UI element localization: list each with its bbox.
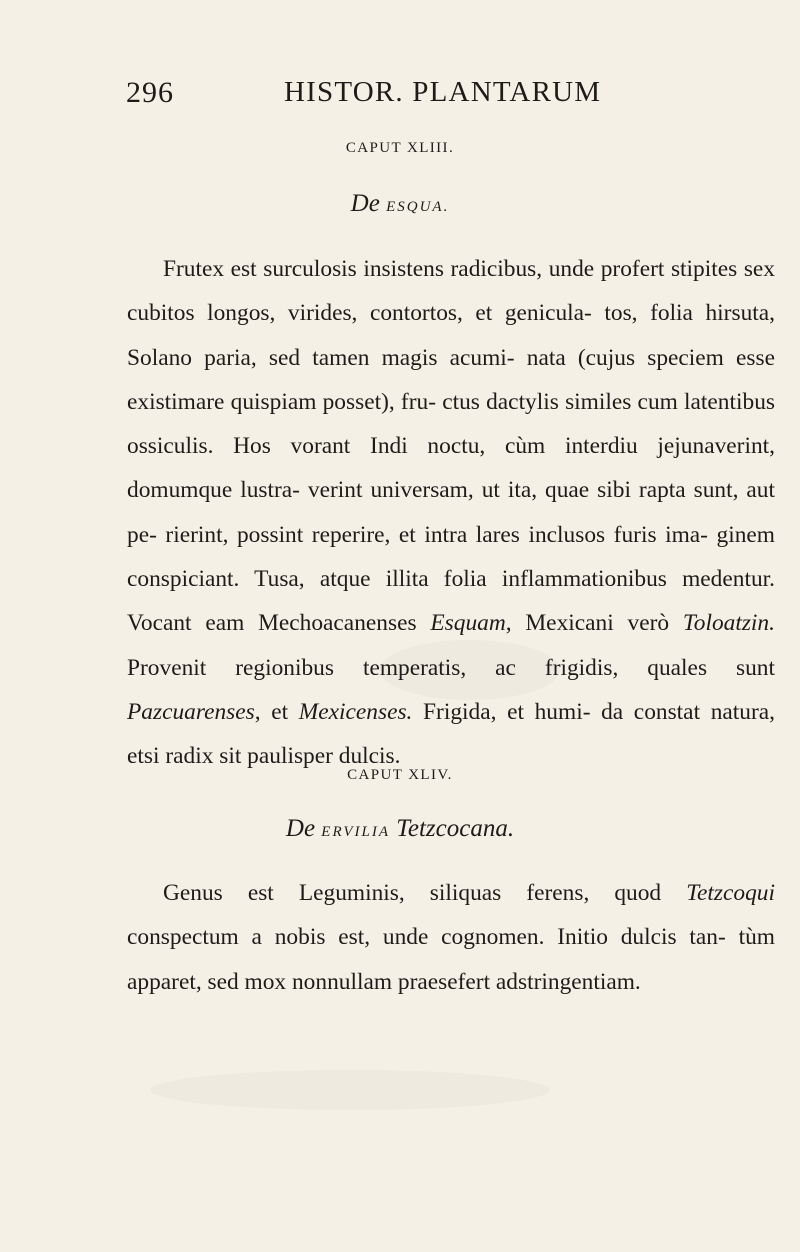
title-prefix: De: [350, 190, 380, 217]
title-name: Tetzcocana.: [396, 815, 515, 842]
page-number: 296: [126, 76, 174, 109]
title-prefix: De: [285, 815, 316, 842]
title-smallcaps: ERVILIA: [321, 824, 391, 840]
running-title: HISTOR. PLANTARUM: [284, 76, 602, 108]
chapter-number: CAPUT XLIV.: [347, 767, 453, 783]
plant-name-esquam: Esquam: [430, 610, 506, 637]
place-name-mexicenses: Mexicenses.: [298, 698, 413, 725]
paper-stain: [150, 1070, 550, 1110]
chapter-number: CAPUT XLIII.: [345, 140, 455, 156]
place-name-tetzcoqui: Tetzcoqui: [686, 880, 775, 906]
place-name-pazcuarenses: Pazcuarenses: [127, 698, 255, 725]
chapter-body: [127, 247, 775, 779]
plant-name-toloatzin: Toloatzin.: [682, 610, 775, 637]
paragraph: Frutex est surculosis insistens radicibus, unde profert stipites sex cubitos longos, virides, contortos, et genicula- tos, folia hirsuta, Solano paria, sed tamen magis acumi- nata (cujus speciem esse existimare quispiam posset), fru- ctus dactylis similes cum latentibus ossiculis. Hos vorant Indi noctu, cùm interdiu jejunaverint, domumque lustra- verint universam, ut ita, quae sibi rapta sunt, aut pe- rierint, possint reperire, et intra lares inclusos furis ima- ginem conspiciant. Tusa, atque illita folia inflammationibus medentur. Vocant eam Mechoacanenses Esquam, Mexicani verò Toloatzin. Provenit regionibus temperatis, ac frigidis, quales sunt Pazcuarenses, et Mexicenses. Frigida, et humi- da constat natura, etsi radix sit paulisper dulcis.: [127, 256, 775, 770]
running-head: [0, 76, 800, 116]
chapter-title: [0, 815, 800, 843]
chapter-title: [0, 190, 800, 218]
chapter-body: [127, 871, 775, 1004]
paragraph: Genus est Leguminis, siliquas ferens, quod Tetzcoqui conspectum a nobis est, unde cognomen. Initio dulcis tan- tùm apparet, sed mox nonnullam praesefert adstringentiam.: [127, 880, 775, 995]
title-name: ESQUA.: [386, 199, 450, 215]
